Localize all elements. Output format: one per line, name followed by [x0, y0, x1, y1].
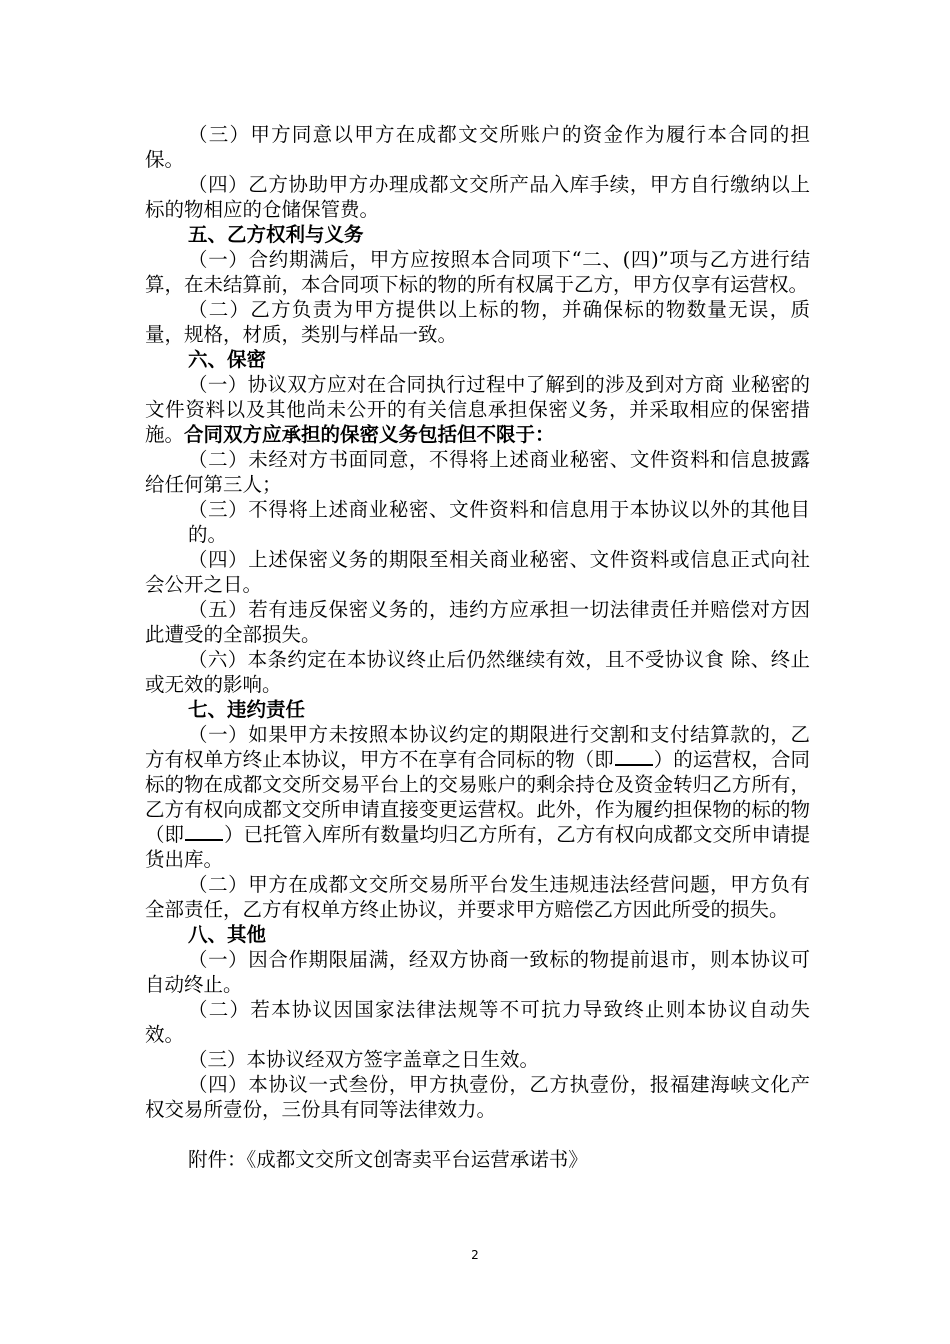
section-heading-5: 五、乙方权利与义务 — [188, 223, 364, 246]
paragraph-7-1-part-b: ）的运营权，合同标的物在成都文交所交易平台上的交易账户的剩余持仓及资金转归乙方所有，乙方有权向成都文交所申请直接变更运营权。此外，作为履约担保物的标的物（即 — [145, 748, 810, 846]
paragraph-6-5: （五）若有违反保密义务的，违约方应承担一切法律责任并赔偿对方因此遭受的全部损失。 — [145, 598, 810, 646]
blank-underline — [185, 823, 223, 841]
paragraph-7-1-part-c: ）已托管入库所有数量均归乙方所有，乙方有权向成都文交所申请提货出库。 — [145, 823, 810, 871]
paragraph-storage: （四）乙方协助甲方办理成都文交所产品入库手续，甲方自行缴纳以上标的物相应的仓储保管费。 — [145, 173, 810, 221]
paragraph-7-1 — [145, 722, 810, 872]
section-heading-6: 六、保密 — [188, 348, 267, 371]
document-body — [145, 122, 810, 1172]
section-heading-7: 七、违约责任 — [188, 698, 306, 721]
paragraph-7-2: （二）甲方在成都文交所交易所平台发生违规违法经营问题，甲方负有全部责任，乙方有权单方终止协议，并要求甲方赔偿乙方因此所受的损失。 — [145, 873, 810, 921]
paragraph-8-1: （一）因合作期限届满，经双方协商一致标的物提前退市，则本协议可自动终止。 — [145, 948, 810, 996]
paragraph-6-1-bold: 合同双方应承担的保密义务包括但不限于： — [184, 423, 555, 446]
blank-underline — [615, 748, 653, 766]
paragraph-8-4: （四）本协议一式叁份，甲方执壹份，乙方执壹份，报福建海峡文化产权交易所壹份，三份具有同等法律效力。 — [145, 1073, 810, 1121]
paragraph-6-1-text: （一）协议双方应对在合同执行过程中了解到的涉及到对方商 业秘密的文件资料以及其他尚未公开的有关信息承担保密义务，并采取相应的保密措施。 — [145, 373, 810, 446]
paragraph-6-3: （三）不得将上述商业秘密、文件资料和信息用于本协议以外的其他目的。 — [188, 498, 810, 546]
paragraph-8-2: （二）若本协议因国家法律法规等不可抗力导致终止则本协议自动失效。 — [145, 998, 810, 1046]
paragraph-6-1 — [145, 372, 810, 447]
paragraph-6-4: （四）上述保密义务的期限至相关商业秘密、文件资料或信息正式向社会公开之日。 — [145, 548, 810, 596]
attachment-line: 附件：《成都文交所文创寄卖平台运营承诺书》 — [188, 1148, 588, 1171]
page-number: 2 — [471, 1248, 479, 1262]
paragraph-5-2: （二）乙方负责为甲方提供以上标的物，并确保标的物数量无误，质量，规格，材质，类别与样品一致。 — [145, 298, 810, 346]
paragraph-5-1: （一）合约期满后，甲方应按照本合同项下“二、(四)”项与乙方进行结算，在未结算前，本合同项下标的物的所有权属于乙方，甲方仅享有运营权。 — [145, 248, 810, 296]
paragraph-7-1-part-a: （一）如果甲方未按照本协议约定的期限进行交割和支付结算款的，乙方有权单方终止本协议，甲方不在享有合同标的物（即 — [145, 723, 810, 771]
section-heading-8: 八、其他 — [188, 923, 267, 946]
paragraph-6-6: （六）本条约定在本协议终止后仍然继续有效，且不受协议食 除、终止或无效的影响。 — [145, 648, 810, 696]
paragraph-8-3: （三）本协议经双方签字盖章之日生效。 — [188, 1048, 540, 1071]
paragraph-6-2: （二）未经对方书面同意，不得将上述商业秘密、文件资料和信息披露给任何第三人； — [145, 448, 810, 496]
spacer — [145, 1122, 810, 1147]
paragraph-guarantee: （三）甲方同意以甲方在成都文交所账户的资金作为履行本合同的担保。 — [145, 123, 810, 171]
